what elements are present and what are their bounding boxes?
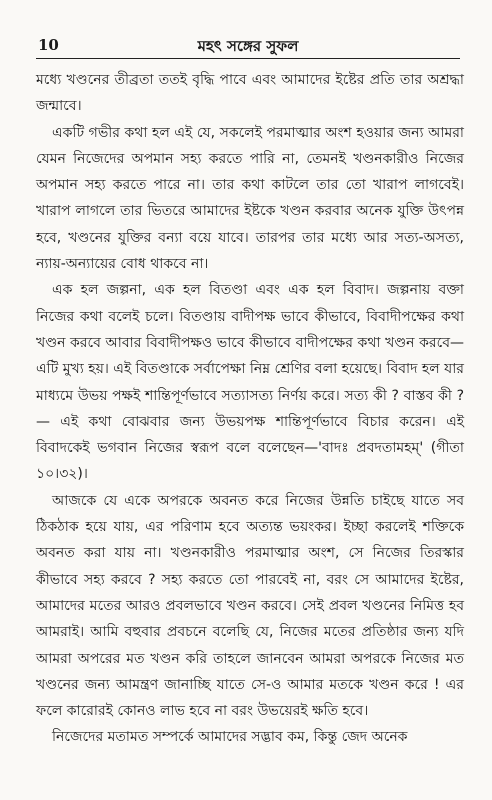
paragraph: আজকে যে একে অপরকে অবনত করে নিজের উন্নতি চাইছে যাতে সব ঠিকঠাক হয়ে যায়, এর পরিণাম হবে অত্যন্ত ভয়ংকর। ইচ্ছা করলেই শক্তিকে অবনত করা যায় না। খণ্ডনকারীও পরমাত্মার অংশ, সে নিজের তিরস্কার কীভাবে সহ্য করবে ? সহ্য করতে তো পারবেই না, বরং সে আমাদের ইষ্টের, আমাদের মতের আরও প্রবলভাবে খণ্ডন করবে। সেই প্রবল খণ্ডনের নিমিত্ত হব আমরাই। আমি বহুবার প্রবচনে বলেছি যে, নিজের মতের প্রতিষ্ঠার জন্য যদি আমরা অপরের মত খণ্ডন করি তাহলে জানবেন আমরা অপরকে নিজের মত খণ্ডনের জন্য আমন্ত্রণ জানাচ্ছি যাতে সে-ও আমার মতকে খণ্ডন করে ! এর ফলে কারোরই কোনও লাভ হবে না বরং উভয়েরই ক্ষতি হবে। bbox=[36, 492, 464, 720]
paragraph: একটি গভীর কথা হল এই যে, সকলেই পরমাত্মার অংশ হওয়ার জন্য আমরা যেমন নিজেদের অপমান সহ্য করতে পারি না, তেমনই খণ্ডনকারীও নিজের অপমান সহ্য করতে পারে না। তার কথা কাটলে তার তো খারাপ লাগবেই। খারাপ লাগলে তার ভিতরে আমাদের ইষ্টকে খণ্ডন করবার অনেক যুক্তি উৎপন্ন হবে, খণ্ডনের যুক্তির বন্যা বয়ে যাবে। তারপর তার মধ্যে আর সত্য-অসত্য, ন্যায়-অন্যায়ের বোধ থাকবে না। bbox=[36, 124, 464, 273]
running-title: মহৎ সঙ্গের সুফল bbox=[197, 37, 299, 55]
paragraph: মধ্যে খণ্ডনের তীব্রতা ততই বৃদ্ধি পাবে এবং আমাদের ইষ্টের প্রতি তার অশ্রদ্ধা জন্মাবে। bbox=[36, 72, 464, 115]
body-text bbox=[36, 67, 464, 751]
page-header bbox=[36, 34, 460, 59]
paragraph: নিজেদের মতামত সম্পর্কে আমাদের সদ্ভাব কম, কিন্তু জেদ অনেক bbox=[52, 729, 408, 746]
paragraph: এক হল জল্পনা, এক হল বিতণ্ডা এবং এক হল বিবাদ। জল্পনায় বক্তা নিজের কথা বলেই চলে। বিতণ্ডায় বাদীপক্ষ ভাবে কীভাবে, বিবাদীপক্ষের কথা খণ্ডন করবে আবার বিবাদীপক্ষও ভাবে কীভাবে বাদীপক্ষের কথা খণ্ডন করবে—এটি মুখ্য হয়। এই বিতণ্ডাকে সর্বাপেক্ষা নিম্ন শ্রেণির বলা হয়েছে। বিবাদ হল যার মাধ্যমে উভয় পক্ষই শান্তিপূর্ণভাবে সত্যাসত্য নির্ণয় করে। সত্য কী ? বাস্তব কী ?— এই কথা বোঝবার জন্য উভয়পক্ষ শান্তিপূর্ণভাবে বিচার করেন। এই বিবাদকেই ভগবান নিজের স্বরূপ বলে বলেছেন—'বাদঃ প্রবদতামহম্' (গীতা ১০।৩২)। bbox=[36, 282, 464, 483]
page-number: 10 bbox=[38, 36, 59, 54]
